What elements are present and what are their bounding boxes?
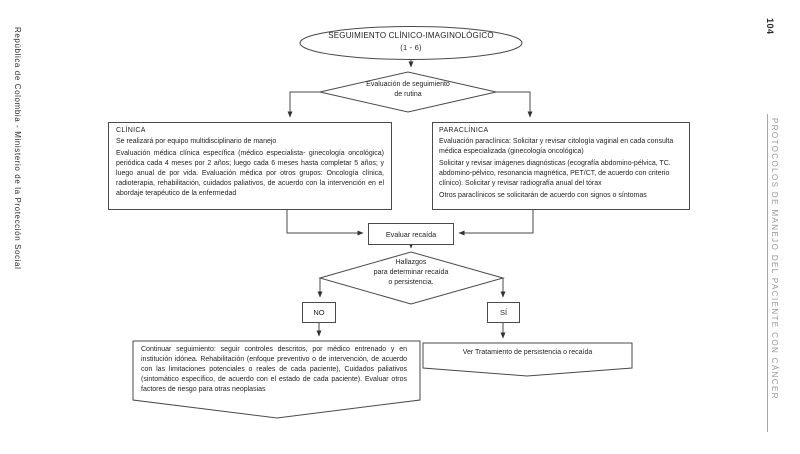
paraclinica-paragraph-3: Otros paraclínicos se solicitarán de acuerdo con signos o síntomas xyxy=(439,191,647,199)
start-node-title: SEGUIMIENTO CLÍNICO-IMAGINOLÓGICO xyxy=(328,31,494,40)
start-node xyxy=(300,30,522,53)
left-margin-text: República de Colombia - Ministerio de la Protección Social xyxy=(13,27,22,270)
yes-branch-label: SÍ xyxy=(499,308,508,317)
paraclinica-paragraph-2: Solicitar y revisar imágenes diagnósticas (ecografía abdomino-pélvica, TC. abdomino-pélvico, resonancia magnética, PET/CT, de acuerdo con criterio clínico). Solicitar y revisar radiografía anual del tórax xyxy=(439,159,671,187)
clinica-paragraph-2: Evaluación médica clínica específica (médico especialista- ginecología oncológica) periódica cada 4 meses por 2 años; luego cada 6 meses hasta completar 5 años; y luego anual de por vida. Evaluación médica por otros grupos: Oncología clínica, radioterapia, rehabilitación, cuidados paliativos, de acuerdo con la intervención en el abordaje terapéutico de la enfermedad xyxy=(116,149,384,197)
evaluate-relapse-label: Evaluar recaída xyxy=(385,229,437,239)
routine-decision-node xyxy=(328,80,488,100)
clinica-title: CLÍNICA xyxy=(116,127,146,134)
routine-decision-line1: Evaluación de seguimiento xyxy=(366,81,450,88)
findings-decision-line3: o persistencia. xyxy=(388,279,434,287)
no-branch-box xyxy=(302,302,336,323)
no-branch-label: NO xyxy=(313,308,325,317)
paraclinica-box xyxy=(432,122,690,210)
findings-decision-node xyxy=(331,258,491,288)
start-node-range: (1 - 6) xyxy=(400,42,422,52)
see-treatment-node: Ver Tratamiento de persistencia o recaída xyxy=(462,349,593,356)
clinica-box xyxy=(108,122,392,210)
findings-decision-line2: para determinar recaída xyxy=(373,269,449,277)
paraclinica-title: PARACLÍNICA xyxy=(439,127,489,134)
page-number: 104 xyxy=(765,18,775,35)
continue-followup-node: Continuar seguimiento: seguir controles descritos, por médico entrenado y en institución idónea. Rehabilitación (enfoque preventivo o de intervención, de acuerdo con las limitaciones potenciales o reales de cada paciente), Cuidados paliativos (sintomático específico, de acuerdo con el estado de cada paciente). Evaluar otros factores de riesgo para otras neoplasias xyxy=(141,346,407,393)
right-margin-text: PROTOCOLOS DE MANEJO DEL PACIENTE CON CÁNCER xyxy=(770,118,779,400)
clinica-paragraph-1: Se realizará por equipo multidisciplinario de manejo xyxy=(116,138,277,145)
yes-branch-box xyxy=(487,302,520,323)
paraclinica-paragraph-1: Evaluación paraclínica: Solicitar y revisar citología vaginal en cada consulta médica especializada (ginecología oncológica) xyxy=(439,138,674,155)
evaluate-relapse-box xyxy=(368,223,454,245)
findings-decision-line1: Hallazgos xyxy=(395,259,427,266)
routine-decision-line2: de rutina xyxy=(394,91,422,99)
